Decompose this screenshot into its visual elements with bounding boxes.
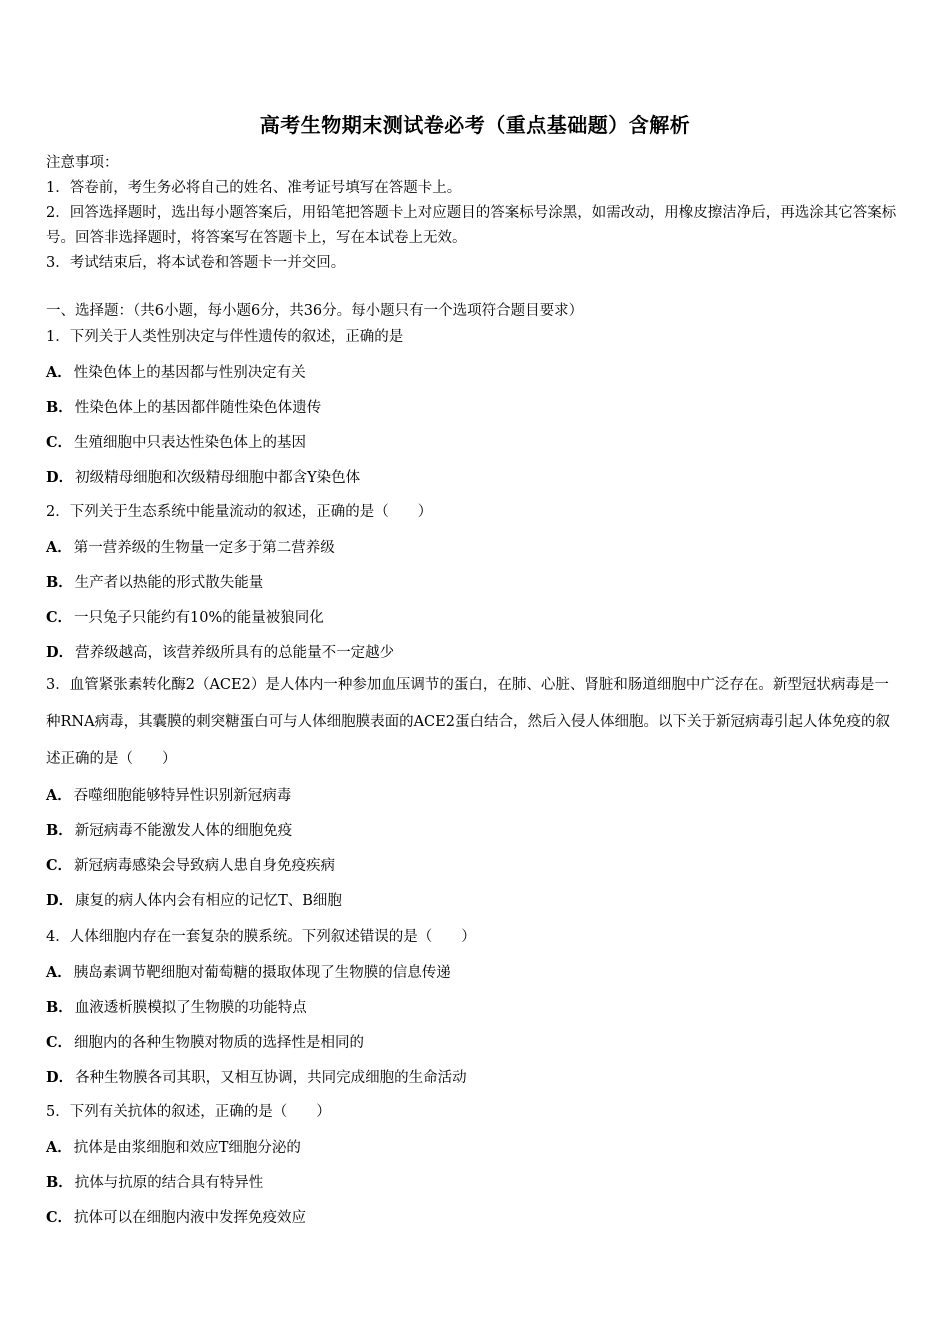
- option-letter: A．: [46, 539, 72, 556]
- option-letter: A．: [46, 964, 72, 981]
- option-d: [46, 635, 902, 670]
- option-text: 抗体可以在细胞内液中发挥免疫效应: [74, 1210, 307, 1226]
- option-text: 一只兔子只能约有10%的能量被狼同化: [74, 610, 324, 626]
- option-letter: D．: [46, 469, 74, 486]
- option-text: 第一营养级的生物量一定多于第二营养级: [73, 540, 335, 556]
- option-text: 性染色体上的基因都伴随性染色体遗传: [74, 400, 322, 416]
- option-text: 细胞内的各种生物膜对物质的选择性是相同的: [74, 1035, 365, 1051]
- option-a: [46, 355, 902, 390]
- question-stem: 4．人体细胞内存在一套复杂的膜系统。下列叙述错误的是（ ）: [46, 929, 476, 945]
- question-4: [46, 920, 902, 1095]
- option-text: 新冠病毒不能激发人体的细胞免疫: [74, 823, 293, 839]
- option-c: [46, 600, 902, 635]
- option-letter: C．: [46, 1209, 73, 1226]
- option-letter: C．: [46, 857, 73, 874]
- option-text: 营养级越高，该营养级所具有的总能量不一定越少: [75, 645, 395, 661]
- option-b: [46, 565, 902, 600]
- question-stem: 3．血管紧张素转化酶2（ACE2）是人体内一种参加血压调节的蛋白，在肺、心脏、肾脏和肠道细胞中广泛存在。新型冠状病毒是一种RNA病毒，其囊膜的刺突糖蛋白可与人体细胞膜表面的ACE2蛋白结合，然后入侵人体细胞。以下关于新冠病毒引起人体免疫的叙述正确的是（ ）: [46, 677, 890, 767]
- option-a: [46, 778, 902, 813]
- question-stem: 1．下列关于人类性别决定与伴性遗传的叙述，正确的是: [46, 329, 404, 345]
- question-2: [46, 495, 902, 670]
- option-b: [46, 1165, 902, 1200]
- option-d: [46, 1060, 902, 1095]
- section-heading: 一、选择题：（共6小题，每小题6分，共36分。每小题只有一个选项符合题目要求）: [46, 303, 584, 319]
- option-text: 抗体是由浆细胞和效应T细胞分泌的: [73, 1140, 301, 1156]
- option-d: [46, 883, 902, 918]
- option-letter: B．: [46, 574, 73, 591]
- option-text: 初级精母细胞和次级精母细胞中都含Y染色体: [75, 470, 361, 486]
- question-1: [46, 320, 902, 495]
- question-3: [46, 667, 902, 918]
- option-b: [46, 813, 902, 848]
- question-stem: 2．下列关于生态系统中能量流动的叙述，正确的是（ ）: [46, 504, 433, 520]
- option-letter: D．: [46, 892, 74, 909]
- question-stem: 5．下列有关抗体的叙述，正确的是（ ）: [46, 1104, 331, 1120]
- option-c: [46, 848, 902, 883]
- option-letter: A．: [46, 787, 72, 804]
- option-a: [46, 1130, 902, 1165]
- notice-block: [46, 151, 902, 276]
- option-b: [46, 390, 902, 425]
- page-title: 高考生物期末测试卷必考（重点基础题）含解析: [259, 113, 691, 137]
- option-letter: D．: [46, 1069, 74, 1086]
- option-letter: A．: [46, 1139, 72, 1156]
- option-text: 各种生物膜各司其职，又相互协调，共同完成细胞的生命活动: [75, 1070, 467, 1086]
- option-text: 生产者以热能的形式散失能量: [74, 575, 264, 591]
- option-text: 生殖细胞中只表达性染色体上的基因: [74, 435, 307, 451]
- option-d: [46, 460, 902, 495]
- option-text: 胰岛素调节靶细胞对葡萄糖的摄取体现了生物膜的信息传递: [73, 965, 451, 981]
- option-letter: B．: [46, 1174, 73, 1191]
- notice-item: 2．回答选择题时，选出每小题答案后，用铅笔把答题卡上对应题目的答案标号涂黑，如需改动，用橡皮擦洁净后，再选涂其它答案标号。回答非选择题时，将答案写在答题卡上，写在本试卷上无效。: [46, 205, 897, 246]
- option-text: 吞噬细胞能够特异性识别新冠病毒: [73, 788, 292, 804]
- option-b: [46, 990, 902, 1025]
- notice-heading: 注意事项：: [46, 155, 119, 171]
- option-text: 血液透析膜模拟了生物膜的功能特点: [74, 1000, 307, 1016]
- option-letter: B．: [46, 399, 73, 416]
- question-5: [46, 1095, 902, 1235]
- option-letter: B．: [46, 822, 73, 839]
- option-text: 抗体与抗原的结合具有特异性: [74, 1175, 264, 1191]
- option-text: 新冠病毒感染会导致病人患自身免疫疾病: [74, 858, 336, 874]
- notice-item: 3．考试结束后，将本试卷和答题卡一并交回。: [46, 255, 346, 271]
- option-letter: A．: [46, 364, 72, 381]
- option-c: [46, 1200, 902, 1235]
- option-c: [46, 1025, 902, 1060]
- option-c: [46, 425, 902, 460]
- option-letter: D．: [46, 644, 74, 661]
- option-text: 康复的病人体内会有相应的记忆T、B细胞: [75, 893, 342, 909]
- option-letter: C．: [46, 1034, 73, 1051]
- option-letter: B．: [46, 999, 73, 1016]
- notice-item: 1．答卷前，考生务必将自己的姓名、准考证号填写在答题卡上。: [46, 180, 462, 196]
- option-letter: C．: [46, 609, 73, 626]
- option-a: [46, 530, 902, 565]
- option-text: 性染色体上的基因都与性别决定有关: [73, 365, 306, 381]
- option-a: [46, 955, 902, 990]
- option-letter: C．: [46, 434, 73, 451]
